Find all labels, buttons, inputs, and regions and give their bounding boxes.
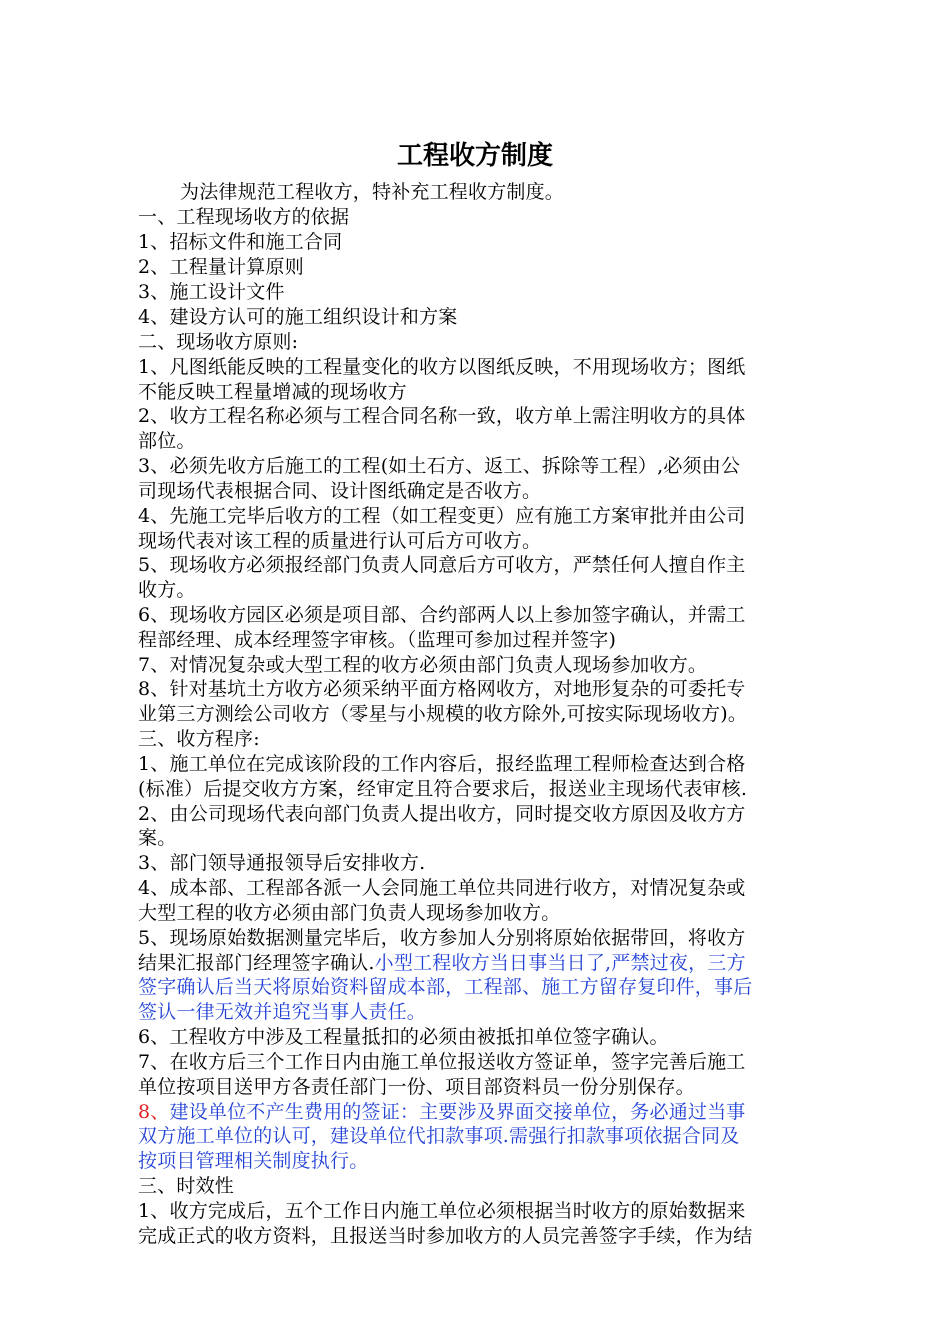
list-item: 2、工程量计算原则 (138, 256, 304, 278)
list-item-text: 结果汇报部门经理签字确认. (138, 952, 375, 974)
list-item-continuation: 程部经理、成本经理签字审核。（监理可参加过程并签字) (138, 629, 617, 651)
list-item-continuation: 不能反映工程量增减的现场收方 (138, 381, 407, 403)
highlighted-text: 双方施工单位的认可，建设单位代扣款事项.需强行扣款事项依据合同及 (138, 1125, 740, 1147)
list-item-continuation: 案。 (138, 827, 177, 849)
section-heading-basis: 一、工程现场收方的依据 (138, 206, 350, 228)
list-item: 4、建设方认可的施工组织设计和方案 (138, 306, 458, 328)
list-item-number: 8、 (138, 1101, 170, 1123)
list-item-continuation: 业第三方测绘公司收方（零星与小规模的收方除外,可按实际现场收方)。 (138, 703, 748, 725)
list-item-continuation: 司现场代表根据合同、设计图纸确定是否收方。 (138, 480, 542, 502)
list-item: 5、现场原始数据测量完毕后，收方参加人分别将原始依据带回，将收方 (138, 927, 746, 949)
list-item: 6、工程收方中涉及工程量抵扣的必须由被抵扣单位签字确认。 (138, 1026, 669, 1048)
list-item: 7、对情况复杂或大型工程的收方必须由部门负责人现场参加收方。 (138, 654, 708, 676)
list-item: 2、由公司现场代表向部门负责人提出收方，同时提交收方原因及收方方 (138, 803, 746, 825)
highlighted-text: 按项目管理相关制度执行。 (138, 1150, 369, 1172)
section-heading-principles: 二、现场收方原则: (138, 331, 299, 353)
document-title: 工程收方制度 (396, 141, 553, 171)
list-item: 3、必须先收方后施工的工程(如土石方、返工、拆除等工程）,必须由公 (138, 455, 741, 477)
section-heading-timeliness: 三、时效性 (138, 1175, 235, 1197)
list-item-continuation: 现场代表对该工程的质量进行认可后方可收方。 (138, 530, 542, 552)
intro-paragraph: 为法律规范工程收方，特补充工程收方制度。 (180, 181, 565, 203)
highlighted-text: 签字确认后当天将原始资料留成本部，工程部、施工方留存复印件，事后 (138, 976, 753, 998)
list-item: 1、招标文件和施工合同 (138, 231, 343, 253)
list-item: 6、现场收方园区必须是项目部、合约部两人以上参加签字确认，并需工 (138, 604, 746, 626)
highlighted-text: 小型工程收方当日事当日了,严禁过夜，三方 (374, 952, 746, 974)
list-item (138, 1100, 746, 1124)
list-item-continuation: (标准）后提交收方方案，经审定且符合要求后，报送业主现场代表审核. (138, 778, 748, 800)
list-item: 3、施工设计文件 (138, 281, 285, 303)
highlighted-text: 签认一律无效并追究当事人责任。 (138, 1001, 427, 1023)
list-item-continuation (138, 951, 746, 975)
list-item: 4、先施工完毕后收方的工程（如工程变更）应有施工方案审批并由公司 (138, 505, 746, 527)
list-item: 7、在收方后三个工作日内由施工单位报送收方签证单，签字完善后施工 (138, 1051, 746, 1073)
list-item-continuation: 收方。 (138, 579, 196, 601)
list-item: 1、凡图纸能反映的工程量变化的收方以图纸反映，不用现场收方；图纸 (138, 356, 746, 378)
list-item: 8、针对基坑土方收方必须采纳平面方格网收方，对地形复杂的可委托专 (138, 678, 746, 700)
list-item: 5、现场收方必须报经部门负责人同意后方可收方，严禁任何人擅自作主 (138, 554, 746, 576)
list-item: 1、收方完成后，五个工作日内施工单位必须根据当时收方的原始数据来 (138, 1200, 746, 1222)
list-item: 2、收方工程名称必须与工程合同名称一致，收方单上需注明收方的具体 (138, 405, 746, 427)
list-item-continuation: 完成正式的收方资料，且报送当时参加收方的人员完善签字手续，作为结 (138, 1225, 753, 1247)
list-item-continuation: 部位。 (138, 430, 196, 452)
section-heading-procedure: 三、收方程序: (138, 728, 260, 750)
list-item: 3、部门领导通报领导后安排收方. (138, 852, 426, 874)
list-item: 4、成本部、工程部各派一人会同施工单位共同进行收方，对情况复杂或 (138, 877, 746, 899)
list-item-continuation: 大型工程的收方必须由部门负责人现场参加收方。 (138, 902, 561, 924)
list-item-continuation: 单位按项目送甲方各责任部门一份、项目部资料员一份分别保存。 (138, 1076, 695, 1098)
highlighted-text: 建设单位不产生费用的签证：主要涉及界面交接单位，务必通过当事 (169, 1101, 746, 1123)
list-item: 1、施工单位在完成该阶段的工作内容后，报经监理工程师检查达到合格 (138, 753, 746, 775)
